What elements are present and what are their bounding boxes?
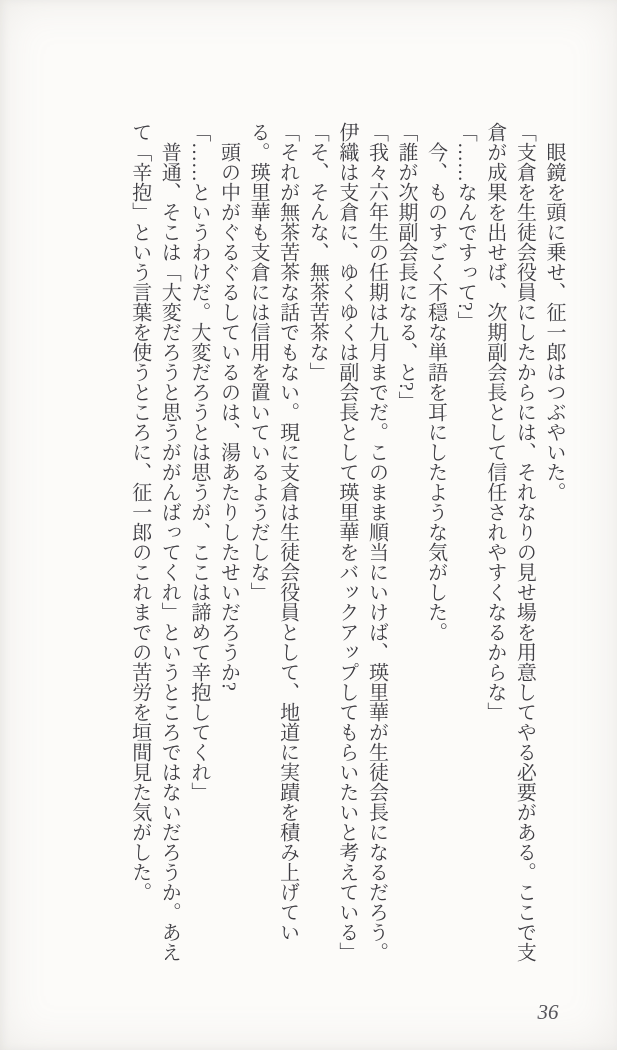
paragraph: 頭の中がぐるぐるしているのは、湯あたりしたせいだろうか? [217, 142, 240, 691]
paragraph: 「支倉を生徒会役員にしたからには、それなりの見せ場を用意してやる必要がある。ここで支倉が成果を出せば、次期副会長として信任されやすくなるからな」 [483, 122, 536, 962]
page-number: 36 [537, 1000, 559, 1024]
paragraph: 「誰が次期副会長になる、と?」 [395, 122, 418, 411]
paragraph: 「……なんですって?」 [454, 122, 477, 331]
paragraph: 眼鏡を頭に乗せ、征一郎はつぶやいた。 [543, 142, 565, 502]
paragraph: 「我々六年生の任期は九月までだ。このまま順当にいけば、瑛里華が生徒会長になるだろう。伊織は支倉に、ゆくゆくは副会長として瑛里華をバックアップしてもらいたいと考えている」 [335, 122, 388, 962]
paragraph: 「……というわけだ。大変だろうとは思うが、ここは諦めて辛抱してくれ」 [187, 122, 210, 802]
paragraph: 「それが無茶苦茶な話でもない。現に支倉は生徒会役員として、地道に実蹟を積み上げている。瑛里華も支倉には信用を置いているようだしな」 [247, 122, 299, 942]
body-text [124, 122, 568, 962]
paragraph: 「そ、そんな、無茶苦茶な」 [306, 122, 329, 382]
paragraph: 普通、そこは「大変だろうと思うががんばってくれ」というところではないだろうか。あえて「辛抱」という言葉を使うところに、征一郎のこれまでの苦労を垣間見た気がした。 [128, 122, 181, 962]
paragraph: 今、ものすごく不穏な単語を耳にしたような気がした。 [424, 142, 447, 642]
